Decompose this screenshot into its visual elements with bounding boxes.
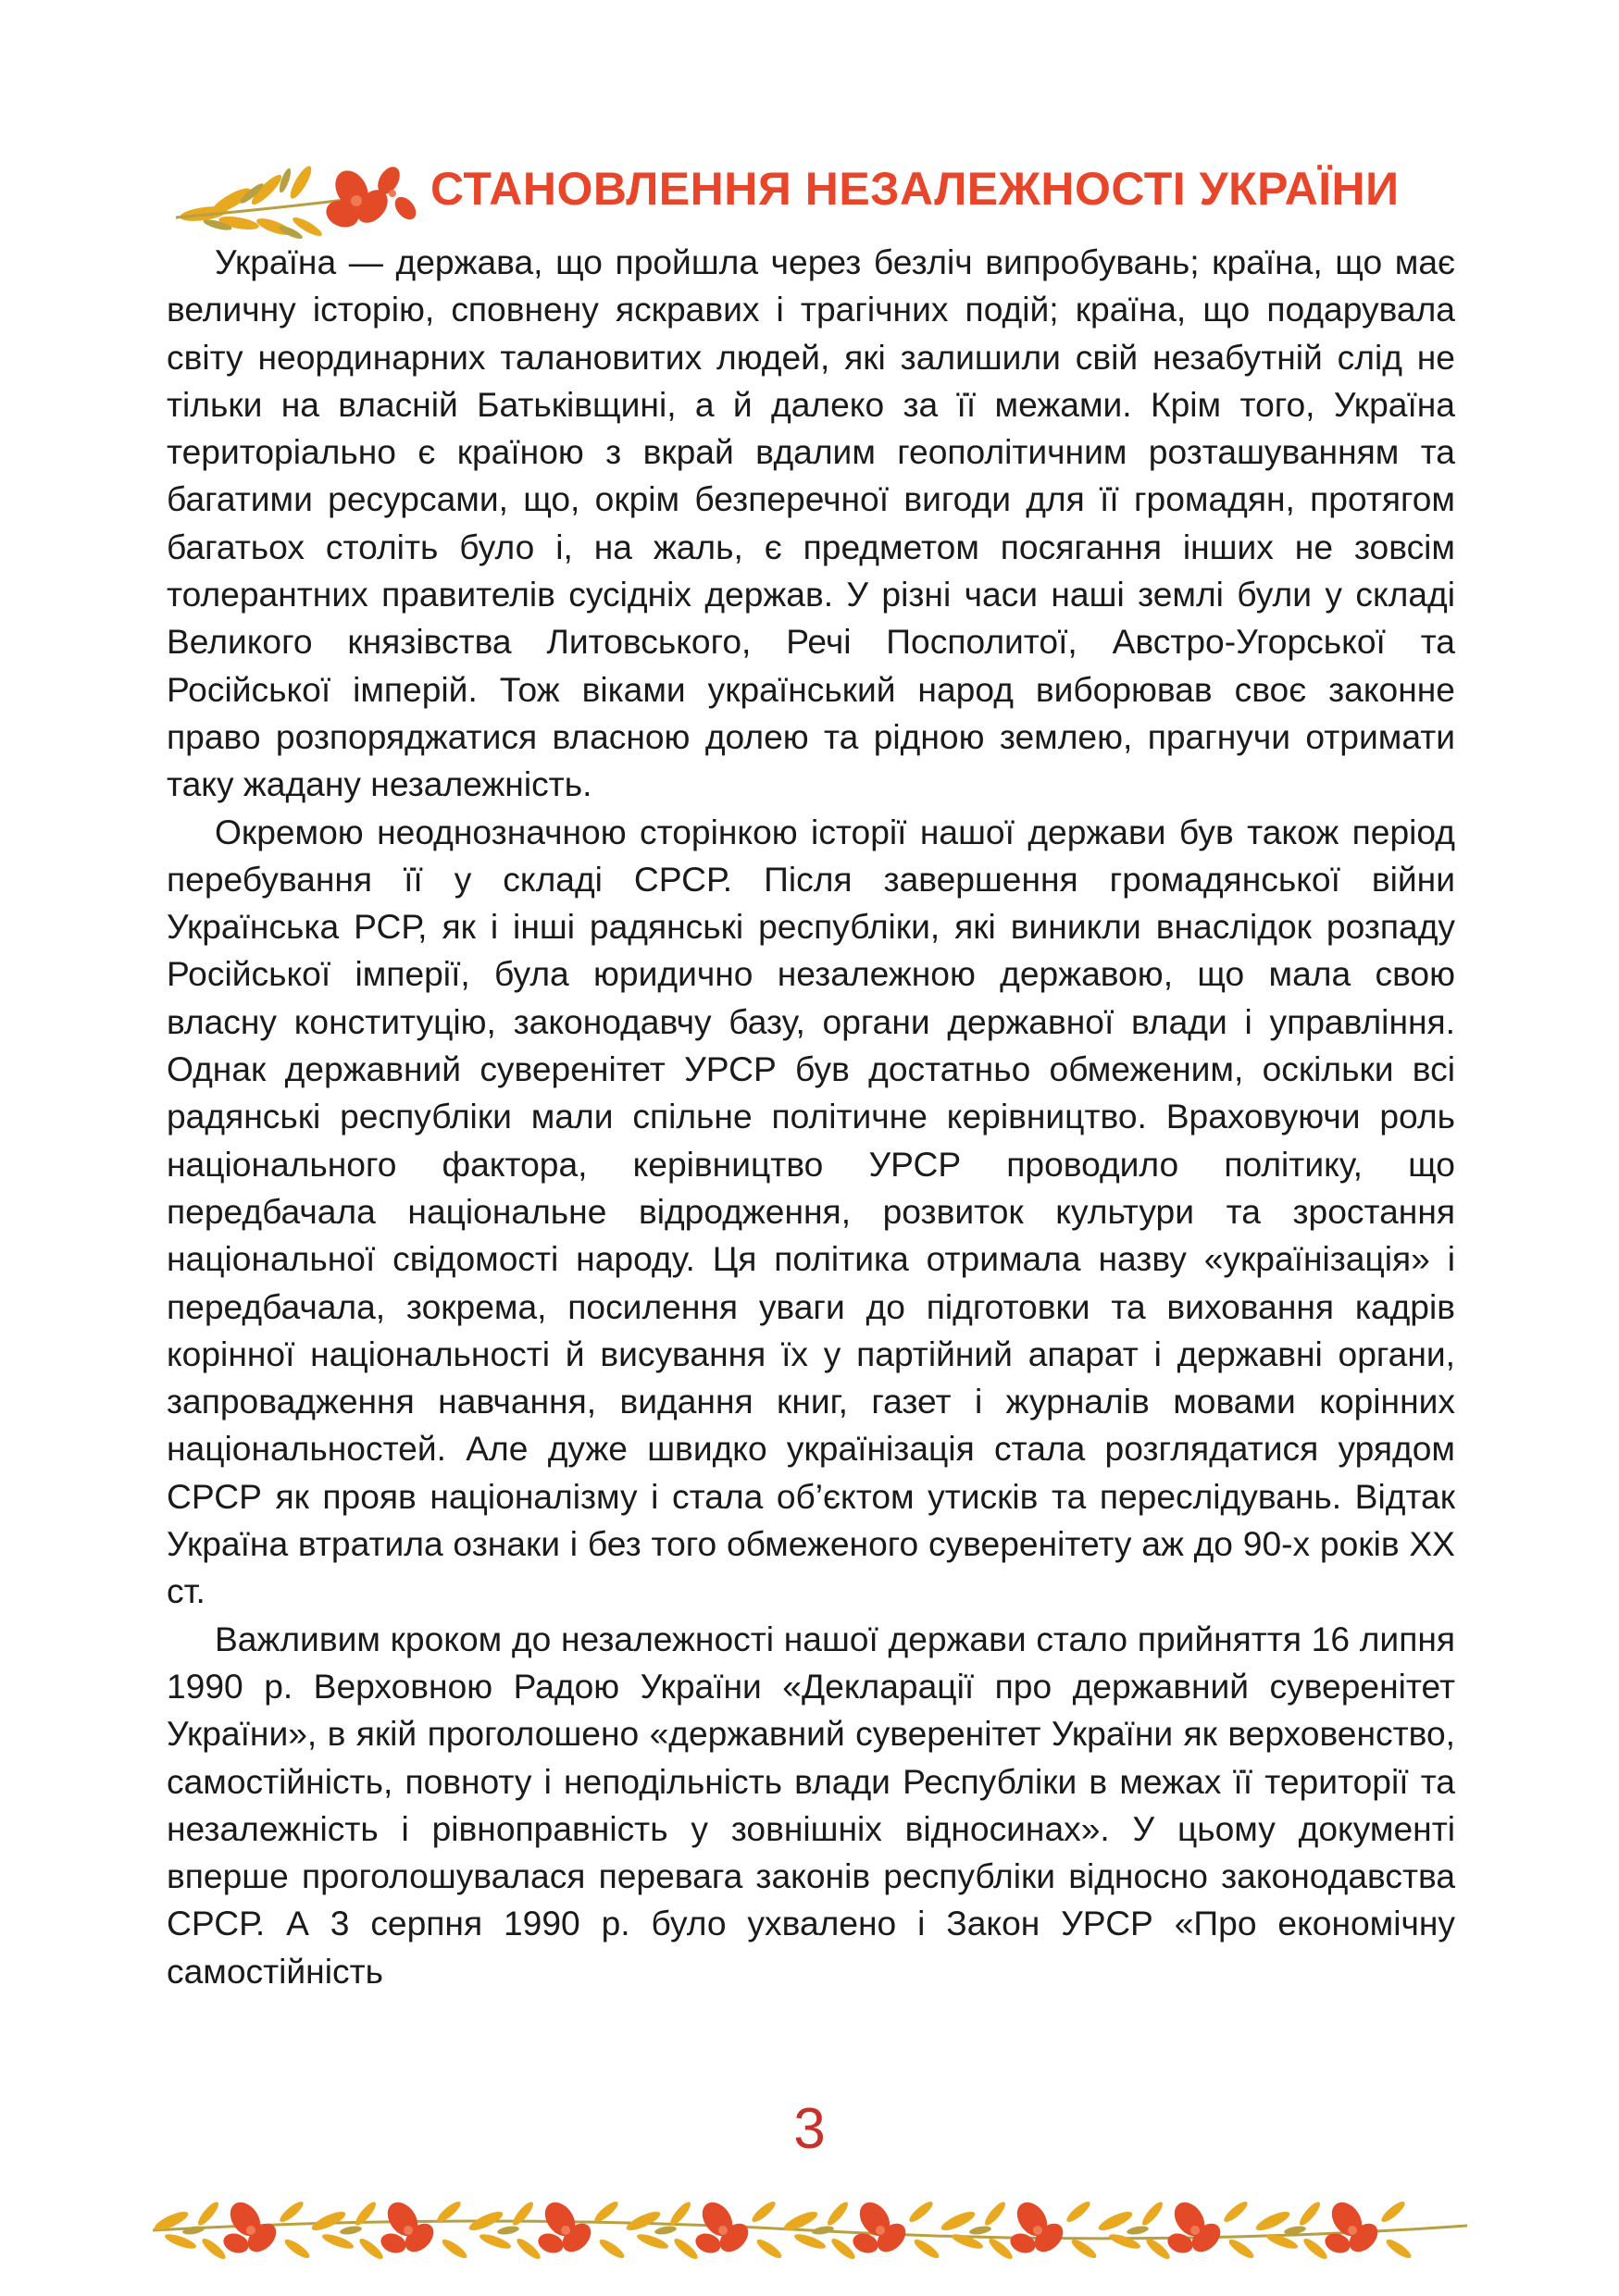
page-number: 3 [793,2097,826,2161]
page-title: СТАНОВЛЕННЯ НЕЗАЛЕЖНОСТІ УКРАЇНИ [430,163,1400,215]
page-header [167,153,1463,245]
article-body [167,239,1455,1995]
paragraph-1: Україна — держава, що пройшла через безліч випробувань; країна, що має величну історію, сповнену яскравих і трагічних подій; країна, що подарувала світу неординарних талановитих людей, які залишили свій незабутній слід не тільки на власній Батьківщині, а й далеко за її межами. Крім того, Україна територіально є країною з вкрай вдалим геополітичним розташуванням та багатими ресурсами, що, окрім безперечної вигоди для її громадян, протягом багатьох століть було і, на жаль, є предметом посягання інших не зовсім толерантних правителів сусідніх держав. У різні часи наші землі були у складі Великого князівства Литовського, Речі Посполитої, Австро-Угорської та Російської імперій. Тож віками український народ виборював своє законне право розпоряджатися власною долею та рідною землею, прагнучи отримати таку жадану незалежність. [167,242,1455,804]
paragraph-3: Важливим кроком до незалежності нашої держави стало прийняття 16 липня 1990 р. Верховною Радою України «Декларації про державний суверенітет України», в якій проголошено «державний суверенітет України як верховенство, самостійність, повноту і неподільність влади Республіки в межах її території та незалежність і рівноправність у зовнішніх відносинах». У цьому документі вперше проголошувалася перевага законів республіки відносно законодавства СРСР. А 3 серпня 1990 р. було ухвалено і Закон УРСР «Про економічну самостійність [167,1619,1455,1991]
floral-petrykivka-ornament-icon [167,153,426,245]
floral-border-ornament-icon [153,2175,1467,2277]
paragraph-2: Окремою неоднозначною сторінкою історії нашої держави був також період перебування її у складі СРСР. Після завершення громадянської війни Українська РСР, як і інші радянські республіки, які виникли внаслідок розпаду Російської імперії, була юридично незалежною державою, що мала свою власну конституцію, законодавчу базу, органи державної влади і управління. Однак державний суверенітет УРСР був достатньо обмеженим, оскільки всі радянські республіки мали спільне політичне керівництво. Враховуючи роль національного фактора, керівництво УРСР проводило політику, що передбачала національне відродження, розвиток культури та зростання національної свідомості народу. Ця політика отримала назву «українізація» і передбачала, зокрема, посилення уваги до підготовки та виховання кадрів корінної національності й висування їх у партійний апарат і державні органи, запровадження навчання, видання книг, газет і журналів мовами корінних національностей. Але дуже швидко українізація стала розглядатися урядом СРСР як прояв націоналізму і стала об’єктом утисків та переслідувань. Відтак Україна втратила ознаки і без того обмеженого суверенітету аж до 90-х років XX ст. [167,812,1455,1611]
